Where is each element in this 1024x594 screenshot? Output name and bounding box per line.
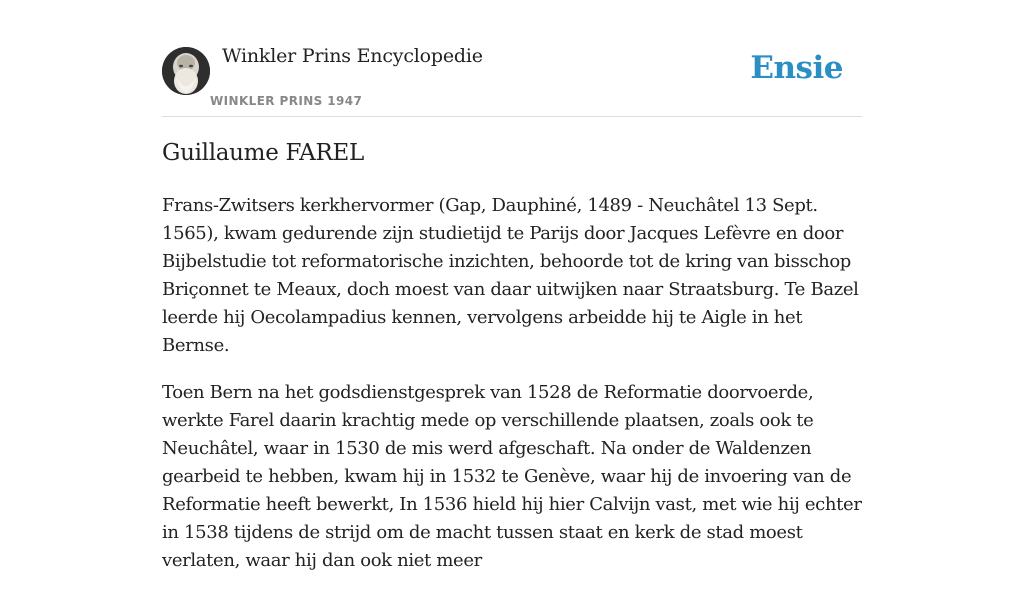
page (162, 0, 862, 571)
portrait-icon (162, 47, 210, 95)
brand-logo[interactable]: Ensie (750, 50, 843, 86)
source-label[interactable]: WINKLER PRINS 1947 (210, 94, 363, 108)
avatar[interactable] (162, 47, 210, 95)
paragraph: Frans-Zwitsers kerkhervormer (Gap, Dauphiné, 1489 - Neuchâtel 13 Sept. 1565), kwam gedurende zijn studietijd te Parijs door Jacques Lefèvre en door Bijbelstudie tot reformatorische inzichten, behoorde tot de kring van bisschop Briçonnet te Meaux, doch moest van daar uitwijken naar Straatsburg. Te Bazel leerde hij Oecolampadius kennen, vervolgens arbeidde hij te Aigle in het Bernse. (162, 195, 859, 356)
header (162, 0, 862, 117)
article-title: Guillaume FAREL (162, 140, 364, 166)
site-name[interactable]: Winkler Prins Encyclopedie (222, 45, 483, 67)
article-body (162, 192, 862, 594)
paragraph: Toen Bern na het godsdienstgesprek van 1528 de Reformatie doorvoerde, werkte Farel daarin krachtig mede op verschillende plaatsen, zoals ook te Neuchâtel, waar in 1530 de mis werd afgeschaft. Na onder de Waldenzen gearbeid te hebben, kwam hij in 1532 te Genève, waar hij de invoering van de Reformatie heeft bewerkt, In 1536 hield hij hier Calvijn vast, met wie hij echter in 1538 tijdens de strijd om de macht tussen staat en kerk de stad moest verlaten, waar hij dan ook niet meer (162, 382, 862, 571)
